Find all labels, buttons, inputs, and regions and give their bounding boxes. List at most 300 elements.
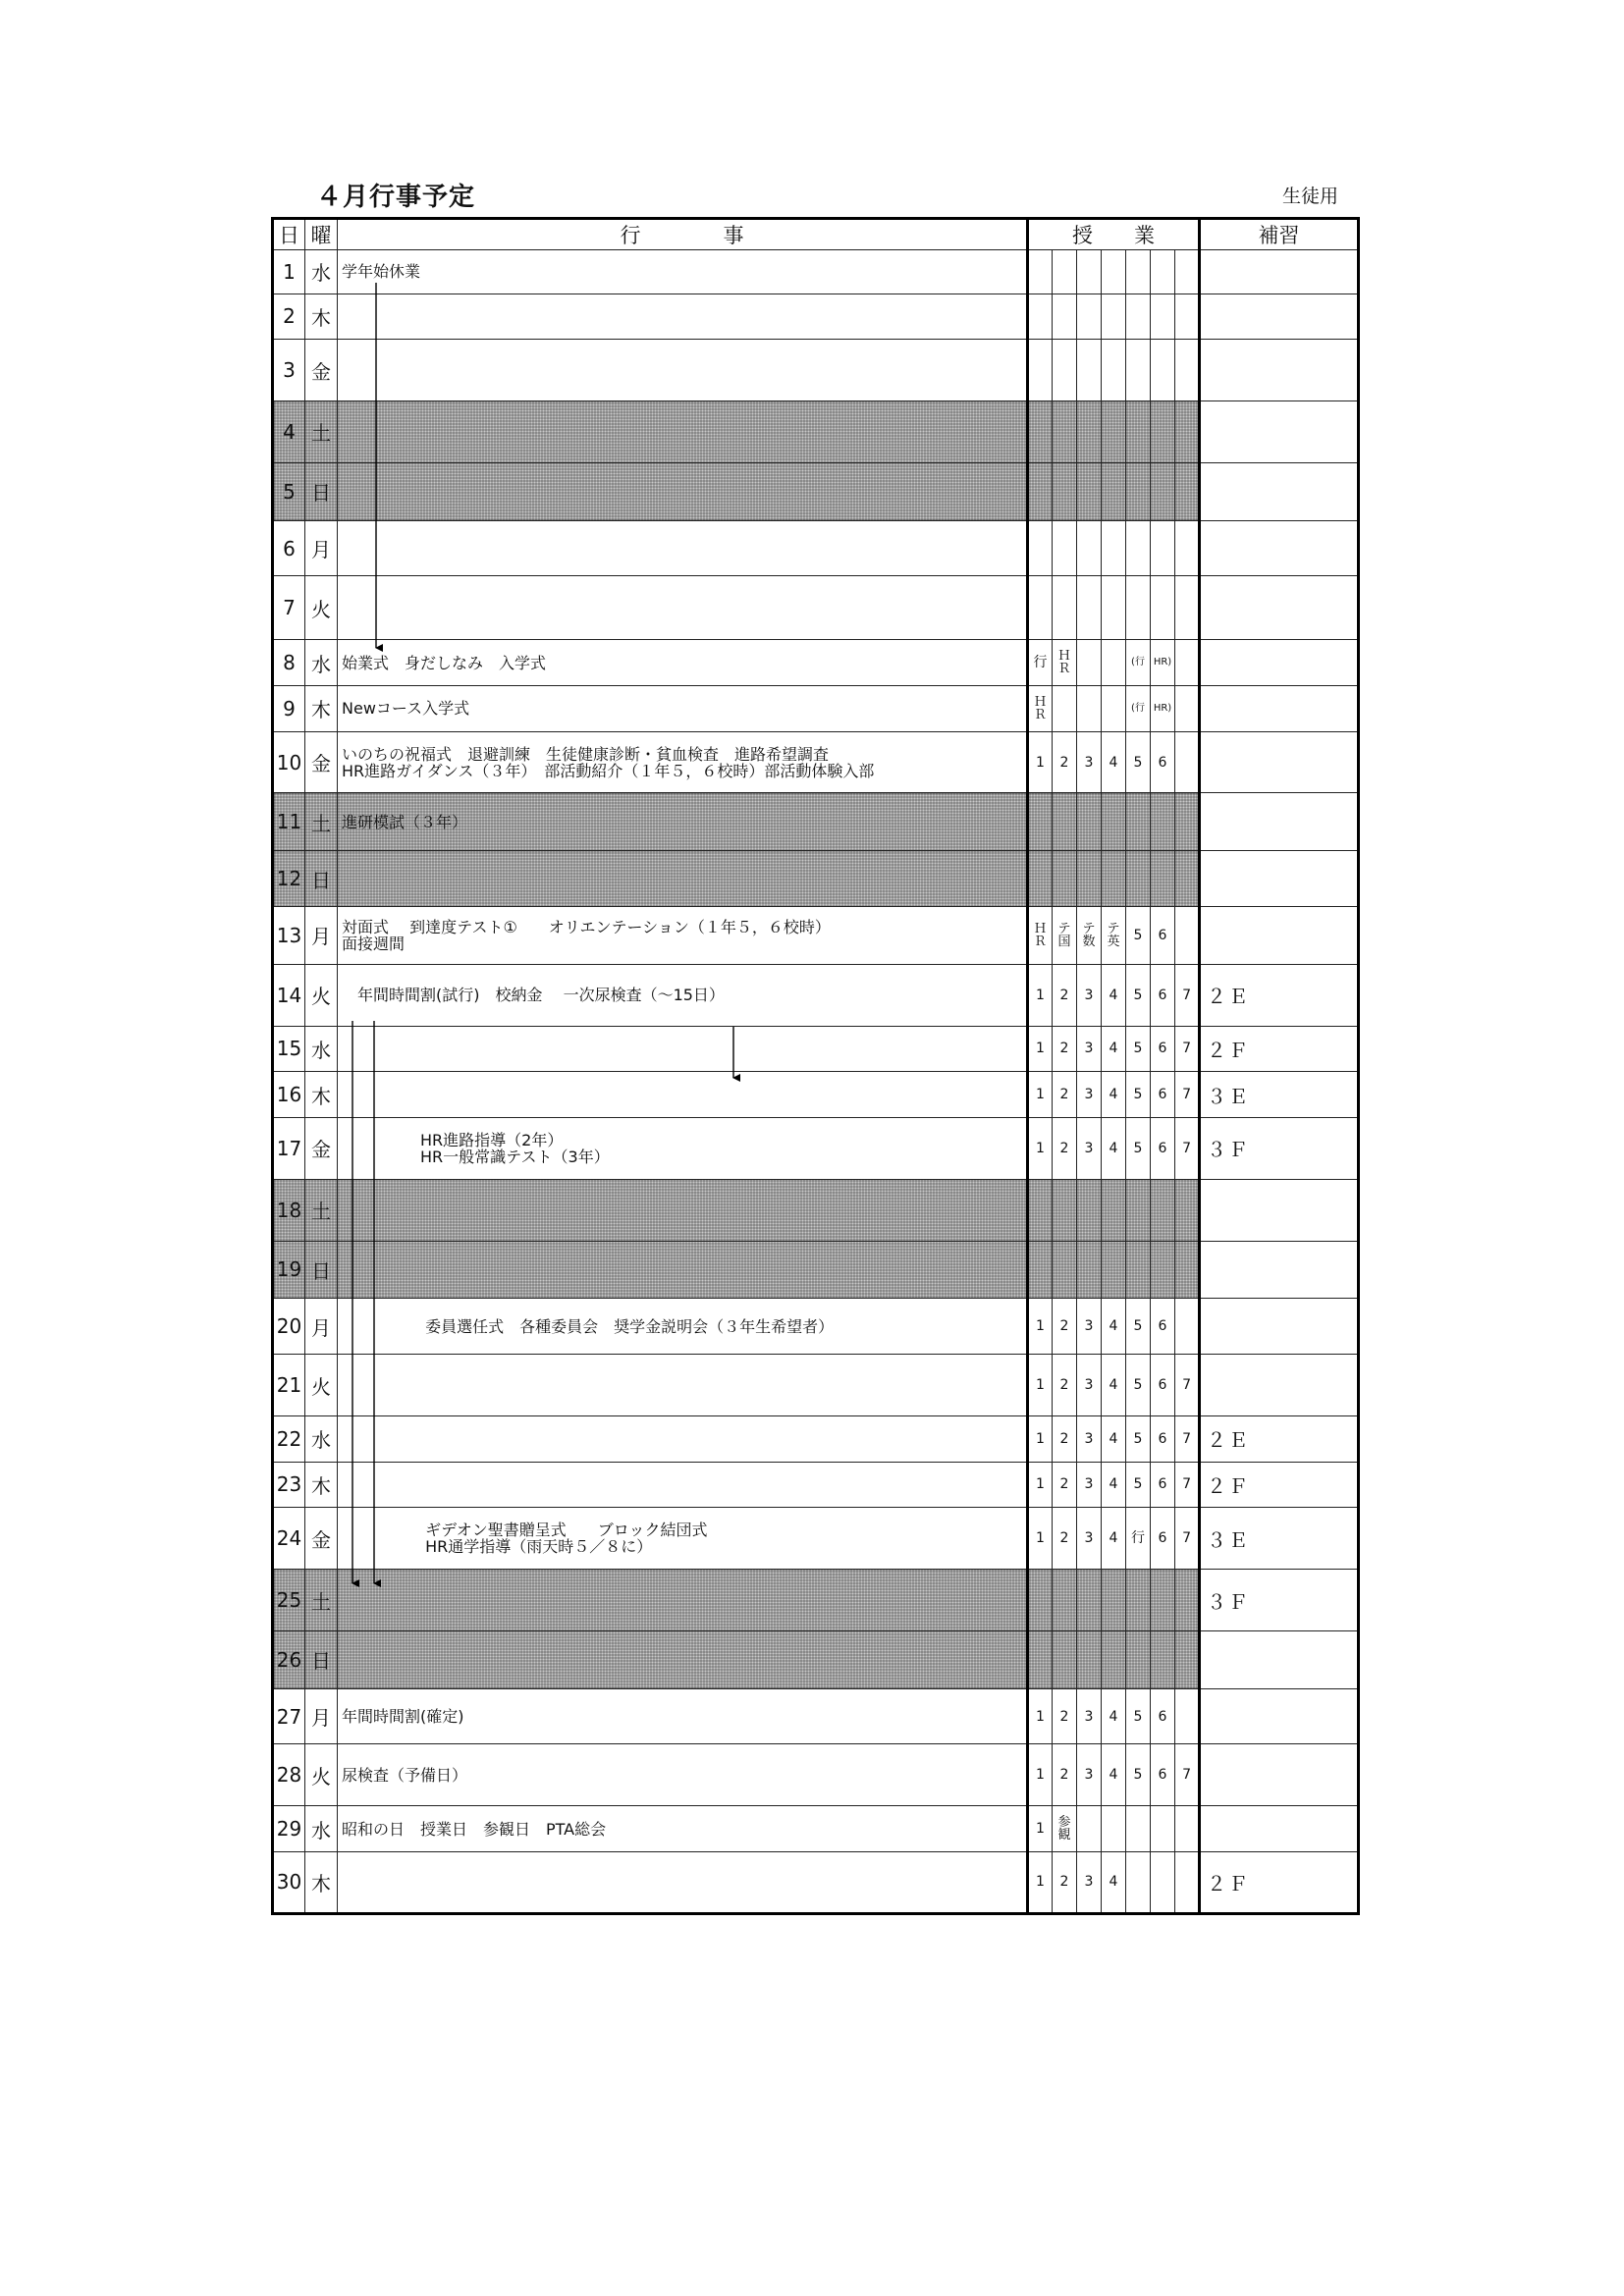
class-period-cell	[1175, 731, 1200, 793]
class-period-cell	[1102, 1806, 1126, 1852]
event-text: 対面式 到達度テスト① オリエンテーション（１年５，６校時）	[342, 917, 831, 936]
class-period-cell: テ国	[1053, 907, 1077, 965]
table-row	[273, 1806, 1359, 1852]
class-period-cell	[1077, 1570, 1102, 1631]
day-number: 7	[273, 576, 305, 640]
day-number: 30	[273, 1851, 305, 1913]
table-row	[273, 401, 1359, 463]
event-text: HR進路指導（2年）	[342, 1130, 564, 1149]
class-period-cell	[1175, 340, 1200, 401]
class-period-cell: 6	[1151, 907, 1175, 965]
class-period-cell: 1	[1028, 1806, 1053, 1852]
weekday: 土	[305, 401, 338, 463]
class-period-cell	[1053, 793, 1077, 851]
class-period-cell: 2	[1053, 1026, 1077, 1072]
class-period-cell	[1175, 1299, 1200, 1355]
day-number: 9	[273, 685, 305, 731]
class-period-cell: 3	[1077, 1462, 1102, 1508]
class-period-cell	[1077, 1241, 1102, 1299]
weekday: 月	[305, 520, 338, 576]
class-period-cell: 4	[1102, 1688, 1126, 1744]
event-text: 尿検査（予備日）	[342, 1765, 468, 1785]
class-period-cell: 6	[1151, 731, 1175, 793]
day-number: 27	[273, 1688, 305, 1744]
supplementary-cell	[1200, 1355, 1359, 1416]
class-period-cell	[1151, 576, 1175, 640]
header-supplementary: 補習	[1200, 219, 1359, 250]
event-cell	[338, 1462, 1028, 1508]
header-day: 日	[273, 219, 305, 250]
supplementary-cell	[1200, 520, 1359, 576]
weekday: 水	[305, 640, 338, 686]
class-period-cell	[1053, 1241, 1077, 1299]
class-period-cell: 6	[1151, 1688, 1175, 1744]
class-period-cell	[1053, 250, 1077, 294]
table-row	[273, 731, 1359, 793]
day-number: 24	[273, 1508, 305, 1570]
table-row	[273, 640, 1359, 686]
class-period-cell: 3	[1077, 1744, 1102, 1806]
class-period-cell: 3	[1077, 1299, 1102, 1355]
event-cell	[338, 576, 1028, 640]
weekday: 日	[305, 851, 338, 907]
day-number: 25	[273, 1570, 305, 1631]
class-period-cell	[1151, 340, 1175, 401]
class-period-cell	[1126, 1630, 1151, 1688]
class-period-cell	[1126, 250, 1151, 294]
day-number: 5	[273, 462, 305, 520]
class-period-cell: 1	[1028, 1299, 1053, 1355]
class-period-cell	[1028, 576, 1053, 640]
class-period-cell: 1	[1028, 964, 1053, 1026]
class-period-cell: 1	[1028, 1072, 1053, 1118]
event-cell	[338, 250, 1028, 294]
table-row	[273, 1630, 1359, 1688]
table-row	[273, 1415, 1359, 1462]
class-period-cell: 7	[1175, 1508, 1200, 1570]
class-period-cell: 2	[1053, 731, 1077, 793]
supplementary-cell	[1200, 793, 1359, 851]
event-text: 始業式 身だしなみ 入学式	[342, 653, 547, 672]
table-row	[273, 851, 1359, 907]
class-period-cell: 1	[1028, 1744, 1053, 1806]
supplementary-cell	[1200, 731, 1359, 793]
class-period-cell: HR)	[1151, 685, 1175, 731]
class-period-cell: 7	[1175, 1355, 1200, 1416]
class-period-cell: テ英	[1102, 907, 1126, 965]
class-period-cell	[1102, 685, 1126, 731]
table-row	[273, 1744, 1359, 1806]
supplementary-cell: ２Ｆ	[1200, 1462, 1359, 1508]
weekday: 木	[305, 294, 338, 340]
event-cell	[338, 1355, 1028, 1416]
class-period-cell: ＨＲ	[1028, 907, 1053, 965]
day-number: 14	[273, 964, 305, 1026]
class-period-cell	[1077, 640, 1102, 686]
day-number: 19	[273, 1241, 305, 1299]
class-period-cell	[1175, 640, 1200, 686]
class-period-cell: 1	[1028, 1415, 1053, 1462]
table-row	[273, 1026, 1359, 1072]
event-cell	[338, 1630, 1028, 1688]
class-period-cell	[1053, 401, 1077, 463]
day-number: 22	[273, 1415, 305, 1462]
weekday: 火	[305, 576, 338, 640]
class-period-cell	[1102, 294, 1126, 340]
class-period-cell	[1053, 576, 1077, 640]
class-period-cell	[1102, 1570, 1126, 1631]
class-period-cell	[1175, 401, 1200, 463]
class-period-cell	[1028, 401, 1053, 463]
class-period-cell	[1151, 1570, 1175, 1631]
class-period-cell	[1102, 576, 1126, 640]
class-period-cell: 2	[1053, 1851, 1077, 1913]
class-period-cell: 1	[1028, 1355, 1053, 1416]
class-period-cell	[1175, 576, 1200, 640]
class-period-cell	[1028, 294, 1053, 340]
class-period-cell	[1077, 1806, 1102, 1852]
table-row	[273, 1688, 1359, 1744]
weekday: 土	[305, 1179, 338, 1241]
header-classes: 授 業	[1028, 219, 1200, 250]
class-period-cell	[1126, 793, 1151, 851]
event-cell	[338, 1415, 1028, 1462]
day-number: 2	[273, 294, 305, 340]
weekday: 日	[305, 1241, 338, 1299]
weekday: 火	[305, 1355, 338, 1416]
day-number: 12	[273, 851, 305, 907]
class-period-cell: 7	[1175, 1117, 1200, 1179]
event-cell	[338, 520, 1028, 576]
table-row	[273, 685, 1359, 731]
event-cell	[338, 1299, 1028, 1355]
table-row	[273, 250, 1359, 294]
class-period-cell	[1126, 1806, 1151, 1852]
day-number: 17	[273, 1117, 305, 1179]
header-row	[273, 219, 1359, 250]
event-cell	[338, 1508, 1028, 1570]
class-period-cell: 7	[1175, 1415, 1200, 1462]
class-period-cell: 3	[1077, 731, 1102, 793]
class-period-cell: 5	[1126, 1744, 1151, 1806]
class-period-cell: 1	[1028, 731, 1053, 793]
class-period-cell	[1102, 340, 1126, 401]
class-period-cell	[1077, 685, 1102, 731]
class-period-cell: 2	[1053, 1415, 1077, 1462]
class-period-cell: 7	[1175, 1072, 1200, 1118]
weekday: 火	[305, 1744, 338, 1806]
day-number: 11	[273, 793, 305, 851]
event-cell	[338, 731, 1028, 793]
class-period-cell: 4	[1102, 731, 1126, 793]
class-period-cell	[1077, 576, 1102, 640]
class-period-cell	[1175, 793, 1200, 851]
class-period-cell: 5	[1126, 1072, 1151, 1118]
class-period-cell	[1028, 340, 1053, 401]
class-period-cell	[1102, 851, 1126, 907]
event-text: いのちの祝福式 退避訓練 生徒健康診断・貧血検査 進路希望調査	[342, 744, 830, 764]
event-cell	[338, 1851, 1028, 1913]
class-period-cell	[1151, 851, 1175, 907]
class-period-cell	[1151, 250, 1175, 294]
supplementary-cell: ３Ｆ	[1200, 1570, 1359, 1631]
event-cell	[338, 685, 1028, 731]
class-period-cell: 4	[1102, 1508, 1126, 1570]
supplementary-cell	[1200, 685, 1359, 731]
header-weekday: 曜	[305, 219, 338, 250]
class-period-cell: 3	[1077, 964, 1102, 1026]
weekday: 水	[305, 1415, 338, 1462]
audience-label: 生徒用	[1282, 186, 1339, 207]
table-row	[273, 462, 1359, 520]
class-period-cell: 2	[1053, 1299, 1077, 1355]
class-period-cell: 2	[1053, 1688, 1077, 1744]
supplementary-cell	[1200, 1744, 1359, 1806]
supplementary-cell	[1200, 401, 1359, 463]
class-period-cell	[1126, 851, 1151, 907]
event-cell	[338, 340, 1028, 401]
day-number: 21	[273, 1355, 305, 1416]
class-period-cell	[1102, 1179, 1126, 1241]
event-text: 委員選任式 各種委員会 奨学金説明会（３年生希望者）	[342, 1316, 835, 1336]
supplementary-cell: ２Ｆ	[1200, 1026, 1359, 1072]
class-period-cell	[1028, 851, 1053, 907]
class-period-cell	[1151, 401, 1175, 463]
supplementary-cell	[1200, 1630, 1359, 1688]
class-period-cell	[1053, 851, 1077, 907]
class-period-cell	[1151, 1806, 1175, 1852]
class-period-cell: 7	[1175, 1744, 1200, 1806]
class-period-cell	[1126, 1570, 1151, 1631]
weekday: 金	[305, 340, 338, 401]
class-period-cell	[1175, 294, 1200, 340]
event-cell	[338, 1117, 1028, 1179]
day-number: 28	[273, 1744, 305, 1806]
class-period-cell: 2	[1053, 1117, 1077, 1179]
day-number: 6	[273, 520, 305, 576]
class-period-cell	[1077, 1630, 1102, 1688]
class-period-cell	[1175, 520, 1200, 576]
supplementary-cell	[1200, 907, 1359, 965]
event-cell	[338, 462, 1028, 520]
class-period-cell	[1151, 1630, 1175, 1688]
class-period-cell	[1126, 294, 1151, 340]
event-text: 年間時間割(試行) 校納金 一次尿検査（〜15日）	[342, 986, 725, 1005]
class-period-cell	[1151, 1241, 1175, 1299]
class-period-cell	[1053, 520, 1077, 576]
table-row	[273, 964, 1359, 1026]
class-period-cell: 3	[1077, 1355, 1102, 1416]
class-period-cell: 5	[1126, 1299, 1151, 1355]
supplementary-cell	[1200, 1688, 1359, 1744]
weekday: 日	[305, 1630, 338, 1688]
class-period-cell: (行	[1126, 640, 1151, 686]
class-period-cell: 4	[1102, 1462, 1126, 1508]
class-period-cell: 5	[1126, 1415, 1151, 1462]
class-period-cell: 1	[1028, 1026, 1053, 1072]
class-period-cell: 5	[1126, 964, 1151, 1026]
class-period-cell	[1077, 1179, 1102, 1241]
table-row	[273, 1179, 1359, 1241]
schedule-table-wrapper	[271, 217, 1357, 1915]
class-period-cell	[1028, 1241, 1053, 1299]
class-period-cell: 1	[1028, 1688, 1053, 1744]
class-period-cell	[1151, 520, 1175, 576]
supplementary-cell	[1200, 1179, 1359, 1241]
class-period-cell: 5	[1126, 1026, 1151, 1072]
event-text: HR一般常識テスト（3年）	[342, 1147, 610, 1166]
event-text: ギデオン聖書贈呈式 ブロック結団式	[342, 1521, 708, 1540]
table-row	[273, 520, 1359, 576]
supplementary-cell	[1200, 250, 1359, 294]
day-number: 13	[273, 907, 305, 965]
class-period-cell: 6	[1151, 1299, 1175, 1355]
class-period-cell: 6	[1151, 1117, 1175, 1179]
class-period-cell: 6	[1151, 1415, 1175, 1462]
day-number: 1	[273, 250, 305, 294]
supplementary-cell	[1200, 294, 1359, 340]
class-period-cell: 5	[1126, 907, 1151, 965]
class-period-cell: 4	[1102, 964, 1126, 1026]
class-period-cell	[1102, 1241, 1126, 1299]
class-period-cell: 4	[1102, 1072, 1126, 1118]
class-period-cell: 1	[1028, 1508, 1053, 1570]
table-row	[273, 1241, 1359, 1299]
class-period-cell	[1077, 520, 1102, 576]
class-period-cell: 5	[1126, 1355, 1151, 1416]
class-period-cell	[1053, 462, 1077, 520]
class-period-cell	[1102, 401, 1126, 463]
class-period-cell	[1028, 1570, 1053, 1631]
class-period-cell: 5	[1126, 1462, 1151, 1508]
class-period-cell: 4	[1102, 1026, 1126, 1072]
supplementary-cell	[1200, 462, 1359, 520]
supplementary-cell	[1200, 340, 1359, 401]
class-period-cell	[1053, 1630, 1077, 1688]
supplementary-cell	[1200, 851, 1359, 907]
class-period-cell: 3	[1077, 1117, 1102, 1179]
class-period-cell: 4	[1102, 1117, 1126, 1179]
class-period-cell	[1077, 851, 1102, 907]
event-cell	[338, 1072, 1028, 1118]
event-cell	[338, 1806, 1028, 1852]
day-number: 8	[273, 640, 305, 686]
class-period-cell: ＨＲ	[1053, 640, 1077, 686]
table-row	[273, 340, 1359, 401]
weekday: 水	[305, 1806, 338, 1852]
class-period-cell	[1077, 793, 1102, 851]
class-period-cell	[1102, 250, 1126, 294]
class-period-cell: 1	[1028, 1462, 1053, 1508]
supplementary-cell: ２Ｆ	[1200, 1851, 1359, 1913]
class-period-cell	[1102, 640, 1126, 686]
class-period-cell	[1102, 462, 1126, 520]
event-text: 年間時間割(確定)	[342, 1707, 464, 1727]
supplementary-cell: ３Ｆ	[1200, 1117, 1359, 1179]
class-period-cell	[1175, 1630, 1200, 1688]
class-period-cell: 5	[1126, 731, 1151, 793]
class-period-cell	[1102, 1630, 1126, 1688]
class-period-cell	[1175, 1688, 1200, 1744]
class-period-cell	[1175, 851, 1200, 907]
class-period-cell	[1126, 520, 1151, 576]
day-number: 18	[273, 1179, 305, 1241]
class-period-cell	[1175, 1241, 1200, 1299]
day-number: 26	[273, 1630, 305, 1688]
weekday: 月	[305, 907, 338, 965]
class-period-cell	[1126, 576, 1151, 640]
supplementary-cell	[1200, 576, 1359, 640]
table-row	[273, 294, 1359, 340]
supplementary-cell	[1200, 1241, 1359, 1299]
class-period-cell	[1028, 250, 1053, 294]
event-cell	[338, 793, 1028, 851]
class-period-cell	[1175, 250, 1200, 294]
table-row	[273, 1355, 1359, 1416]
table-row	[273, 1462, 1359, 1508]
weekday: 月	[305, 1688, 338, 1744]
class-period-cell: 4	[1102, 1851, 1126, 1913]
supplementary-cell: ２Ｅ	[1200, 1415, 1359, 1462]
class-period-cell: 3	[1077, 1688, 1102, 1744]
table-row	[273, 1508, 1359, 1570]
event-cell	[338, 640, 1028, 686]
event-cell	[338, 401, 1028, 463]
class-period-cell	[1151, 793, 1175, 851]
class-period-cell: 4	[1102, 1415, 1126, 1462]
event-text: 学年始休業	[342, 262, 421, 282]
class-period-cell	[1175, 685, 1200, 731]
class-period-cell: 2	[1053, 964, 1077, 1026]
weekday: 月	[305, 1299, 338, 1355]
class-period-cell	[1126, 1179, 1151, 1241]
class-period-cell	[1151, 1851, 1175, 1913]
class-period-cell	[1126, 340, 1151, 401]
weekday: 金	[305, 1117, 338, 1179]
class-period-cell: 6	[1151, 1072, 1175, 1118]
class-period-cell: 参観	[1053, 1806, 1077, 1852]
class-period-cell	[1077, 250, 1102, 294]
class-period-cell: 1	[1028, 1851, 1053, 1913]
day-number: 4	[273, 401, 305, 463]
event-text: 昭和の日 授業日 参観日 PTA総会	[342, 1819, 607, 1839]
event-cell	[338, 1744, 1028, 1806]
class-period-cell	[1053, 294, 1077, 340]
class-period-cell	[1175, 1851, 1200, 1913]
class-period-cell	[1175, 1570, 1200, 1631]
supplementary-cell: ３Ｅ	[1200, 1508, 1359, 1570]
event-cell	[338, 964, 1028, 1026]
class-period-cell: 6	[1151, 1355, 1175, 1416]
day-number: 3	[273, 340, 305, 401]
class-period-cell	[1077, 340, 1102, 401]
class-period-cell	[1126, 462, 1151, 520]
table-row	[273, 907, 1359, 965]
class-period-cell: 2	[1053, 1508, 1077, 1570]
day-number: 16	[273, 1072, 305, 1118]
supplementary-cell	[1200, 1299, 1359, 1355]
class-period-cell	[1175, 462, 1200, 520]
weekday: 水	[305, 1026, 338, 1072]
class-period-cell	[1126, 1241, 1151, 1299]
class-period-cell	[1053, 1570, 1077, 1631]
class-period-cell	[1053, 685, 1077, 731]
table-row	[273, 1299, 1359, 1355]
table-row	[273, 576, 1359, 640]
class-period-cell	[1175, 1179, 1200, 1241]
table-row	[273, 793, 1359, 851]
class-period-cell	[1102, 793, 1126, 851]
